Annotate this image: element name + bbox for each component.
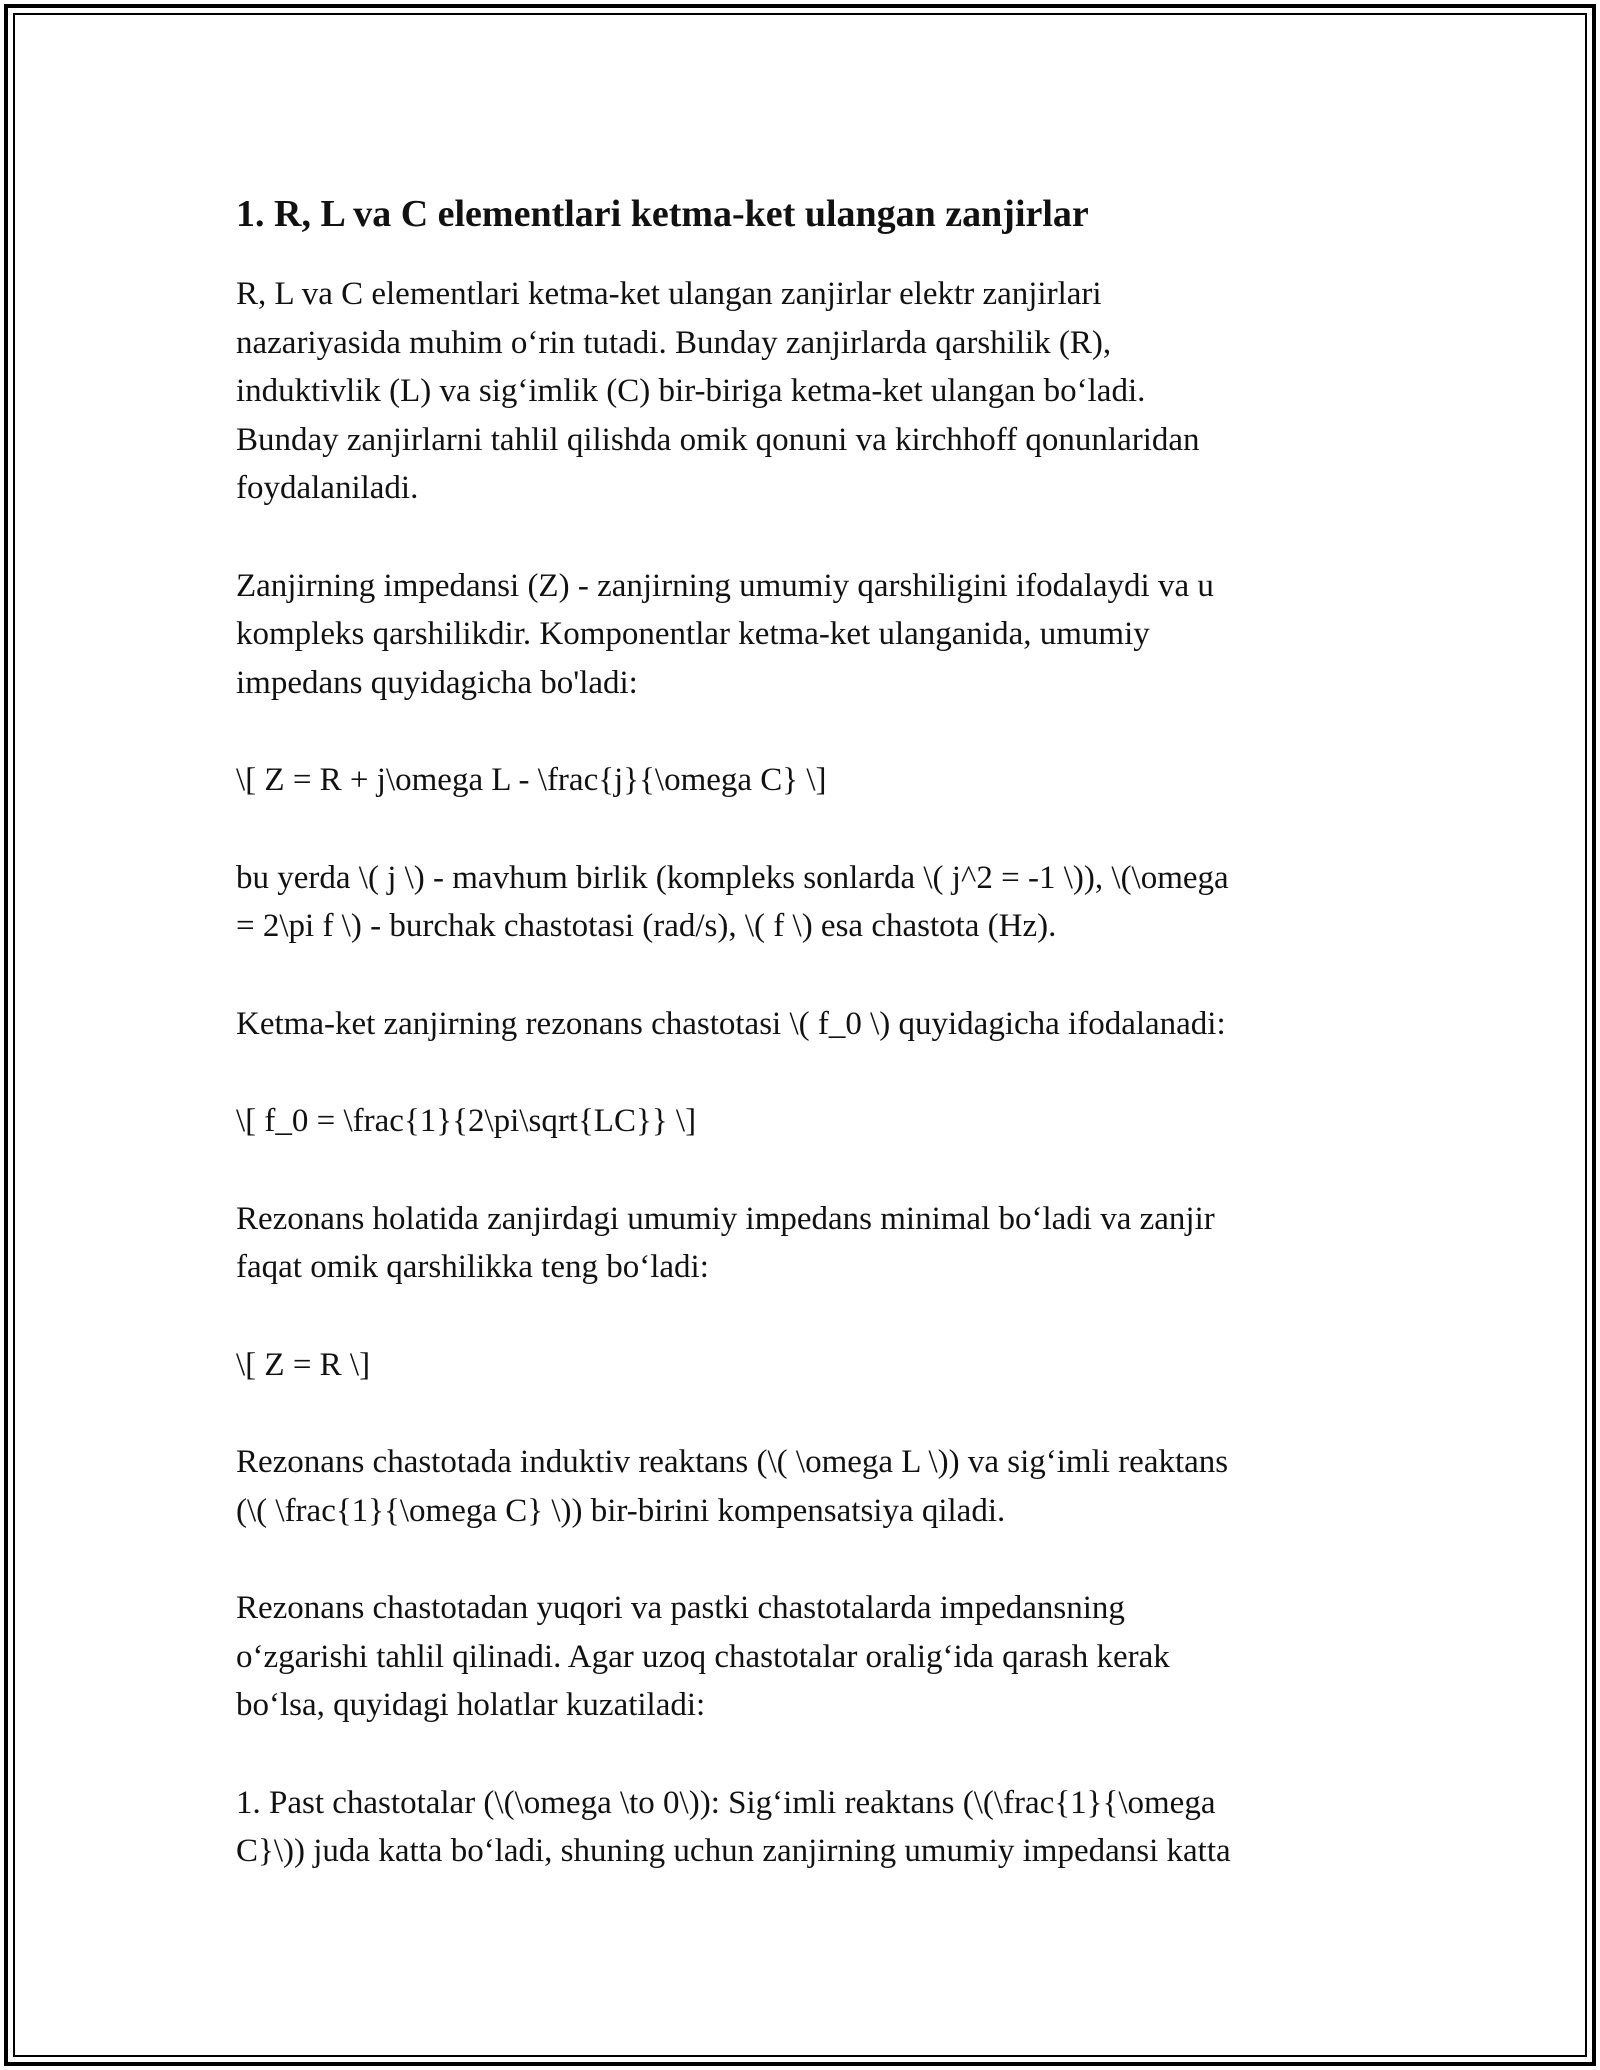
section-heading: 1. R, L va C elementlari ketma-ket ulangan zanjirlar [236,193,1089,235]
paragraph-frequency-analysis: Rezonans chastotadan yuqori va pastki chastotalarda impedansning o‘zgarishi tahlil qilinadi. Agar uzoq chastotalar oralig‘ida qarash kerak bo‘lsa, quyidagi holatlar kuzatiladi: [236,1590,1170,1723]
formula-impedance: \[ Z = R + j\omega L - \frac{j}{\omega C} \] [236,762,827,798]
paragraph-impedance: Zanjirning impedansi (Z) - zanjirning umumiy qarshiligini ifodalaydi va u kompleks qarshilikdir. Komponentlar ketma-ket ulanganida, umumiy impedans quyidagicha bo'ladi: [236,567,1214,701]
paragraph-resonance-state: Rezonans holatida zanjirdagi umumiy impedans minimal bo‘ladi va zanjir faqat omik qarshilikka teng bo‘ladi: [236,1200,1215,1285]
paragraph-intro: R, L va C elementlari ketma-ket ulangan zanjirlar elektr zanjirlari nazariyasida muhim o‘rin tutadi. Bunday zanjirlarda qarshilik (R), induktivlik (L) va sig‘imlik (C) bir-biriga ketma-ket ulangan bo‘ladi. Bunday zanjirlarni tahlil qilishda omik qonuni va kirchhoff qonunlaridan foydalaniladi. [236,276,1200,506]
paragraph-definitions: bu yerda \( j \) - mavhum birlik (kompleks sonlarda \( j^2 = -1 \)), \(\omega = 2\pi f \) - burchak chastotasi (rad/s), \( f \) esa chastota (Hz). [236,859,1229,944]
formula-resonance-frequency: \[ f_0 = \frac{1}{2\pi\sqrt{LC}} \] [236,1103,697,1139]
document-body [236,188,1376,1925]
paragraph-resonance-frequency: Ketma-ket zanjirning rezonans chastotasi \( f_0 \) quyidagicha ifodalanadi: [236,1005,1226,1042]
paragraph-reactance-compensation: Rezonans chastotada induktiv reaktans (\( \omega L \)) va sig‘imli reaktans (\( \frac{1}{\omega C} \)) bir-birini kompensatsiya qiladi. [236,1444,1229,1529]
list-item-low-frequencies: 1. Past chastotalar (\(\omega \to 0\)): Sig‘imli reaktans (\(\frac{1}{\omega C}\)) juda katta bo‘ladi, shuning uchun zanjirning umumiy impedansi katta [236,1784,1231,1869]
formula-z-equals-r: \[ Z = R \] [236,1346,371,1383]
